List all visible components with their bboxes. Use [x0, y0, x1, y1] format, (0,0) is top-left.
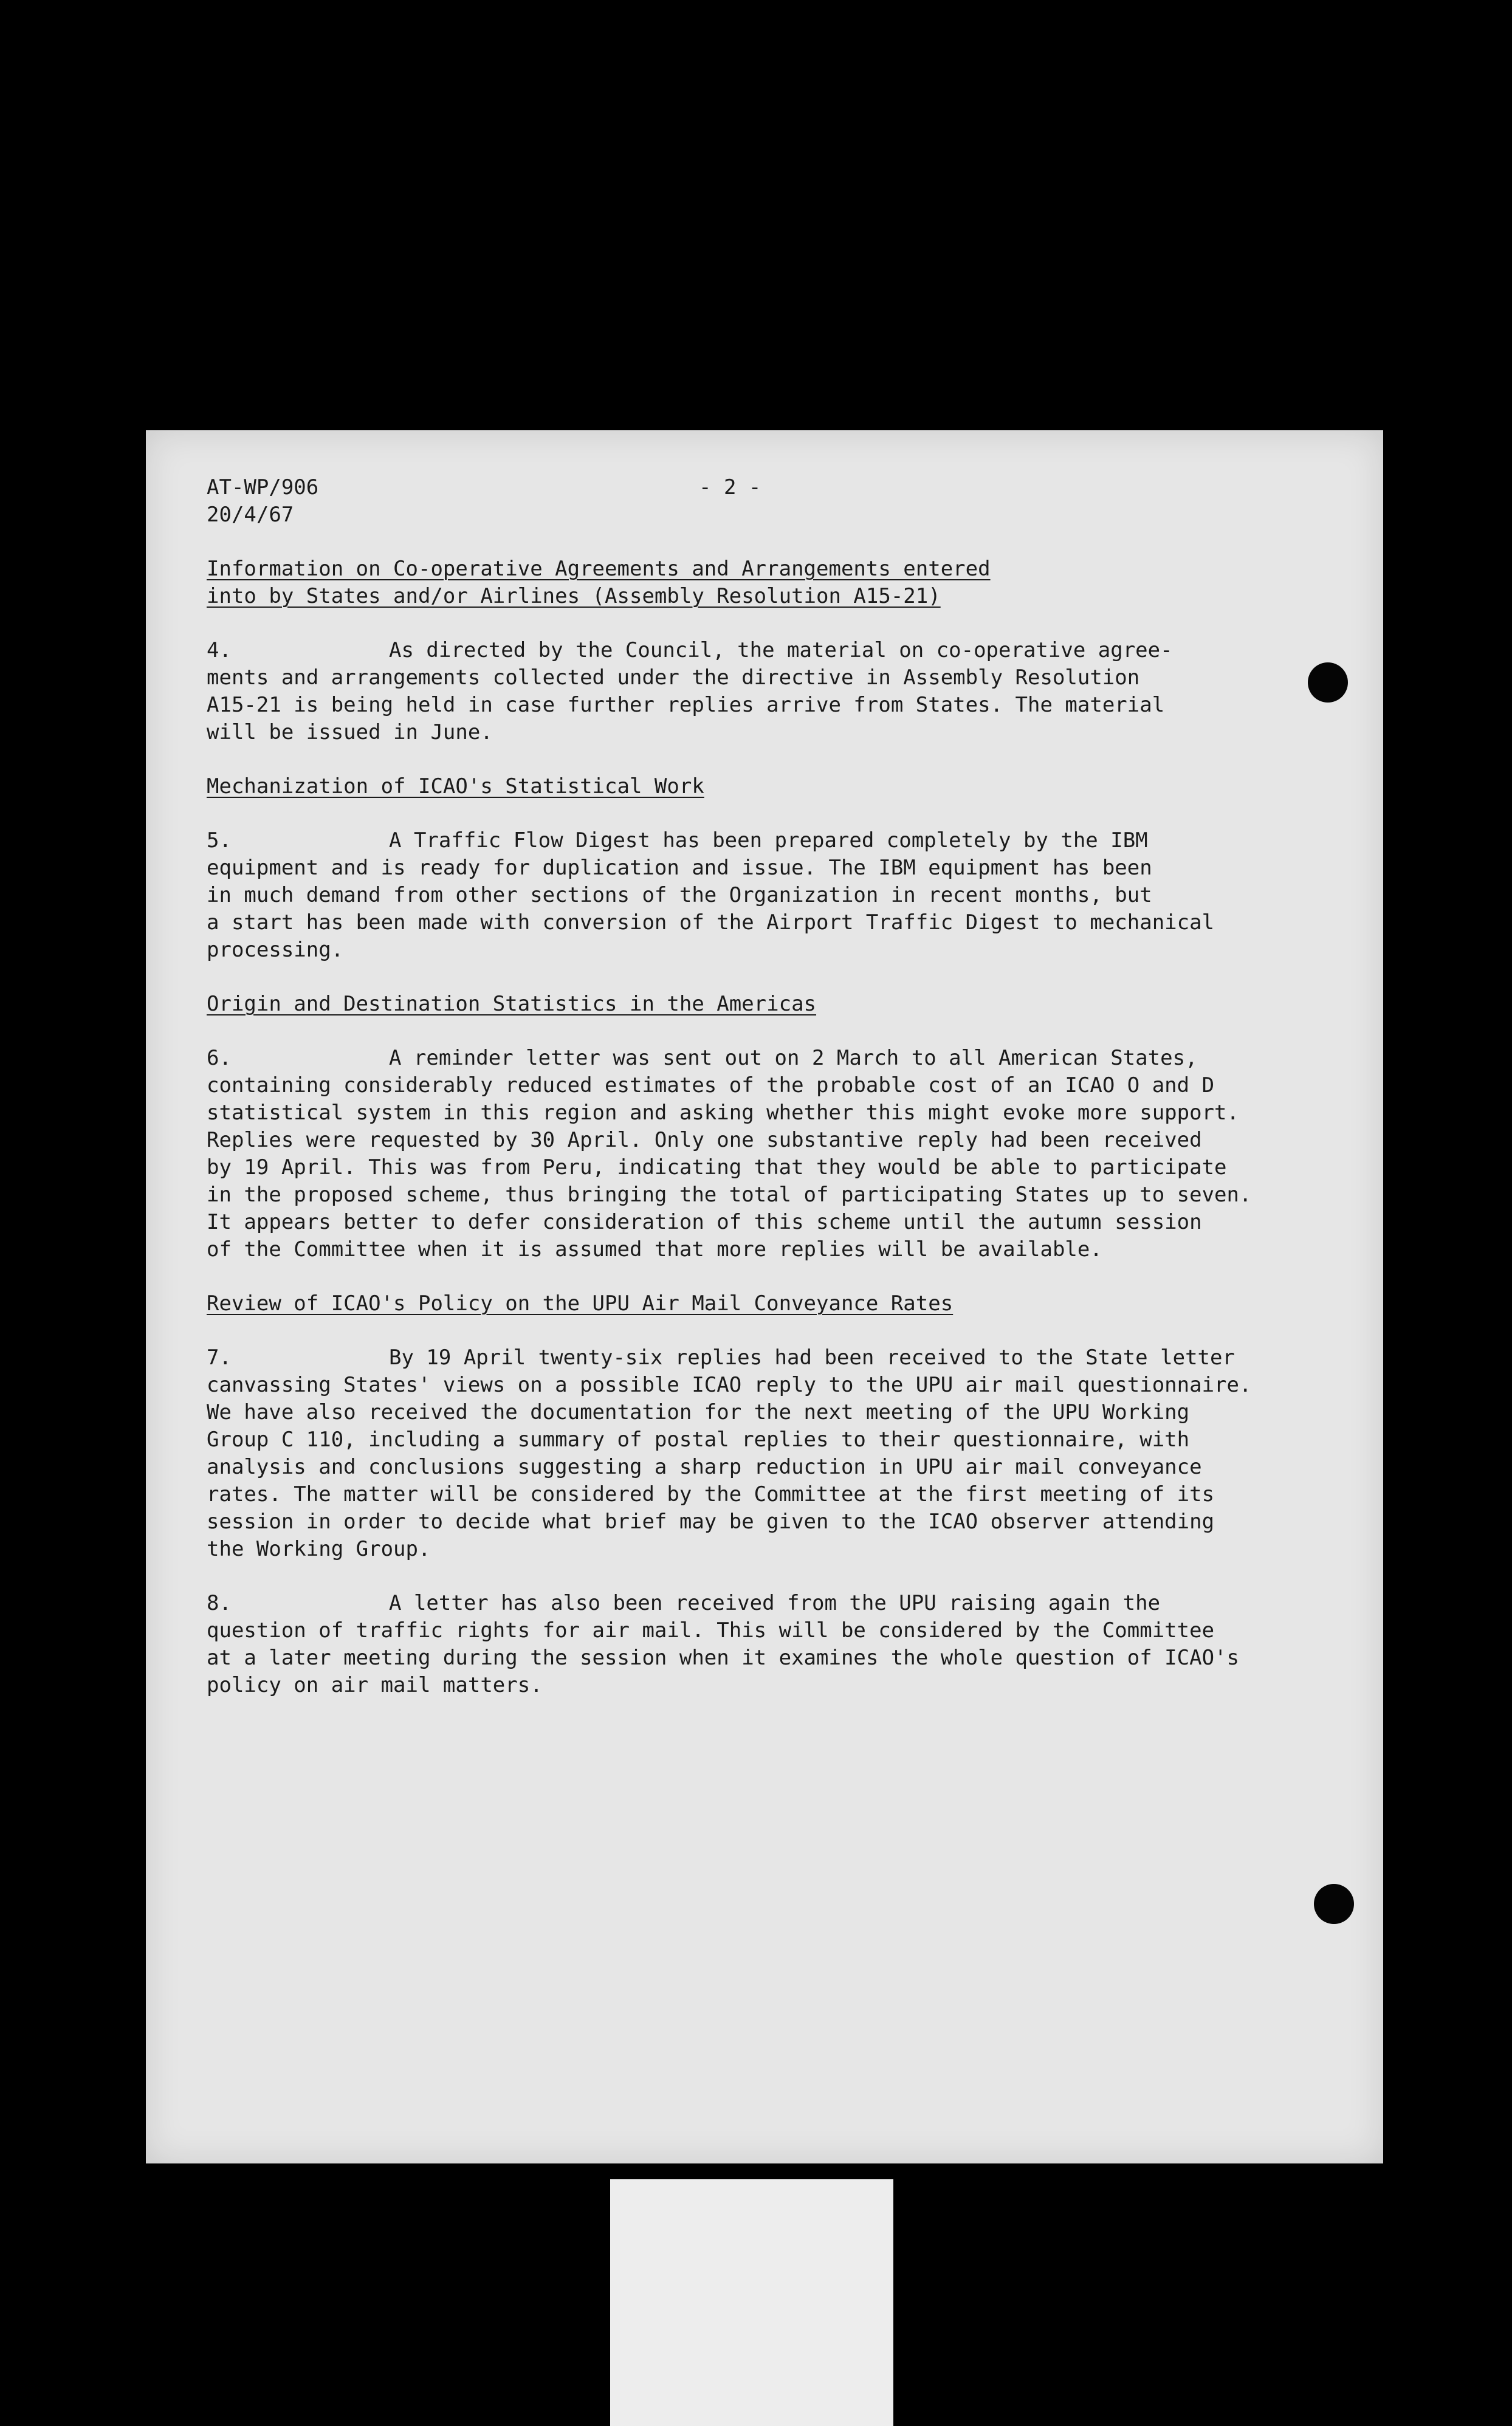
punch-hole-upper — [1308, 662, 1348, 703]
heading-line: Review of ICAO's Policy on the UPU Air Mail Conveyance Rates — [207, 1291, 954, 1316]
paragraph-line: containing considerably reduced estimates of the probable cost of an ICAO O and D — [207, 1073, 1215, 1098]
heading-line: Mechanization of ICAO's Statistical Work — [207, 774, 704, 799]
paragraph-line: the Working Group. — [207, 1537, 431, 1561]
document-date-line — [207, 501, 1337, 529]
section-heading-mechanization — [207, 773, 704, 800]
paragraph-line: in the proposed scheme, thus bringing the total of participating States up to seven. — [207, 1183, 1252, 1207]
paragraph-number: 6. — [207, 1046, 232, 1070]
paragraph-line — [207, 1045, 1337, 1072]
paragraph-text: As directed by the Council, the material on co-operative agree- — [389, 638, 1173, 662]
paragraph-text: A reminder letter was sent out on 2 March to all American States, — [389, 1046, 1198, 1070]
paragraph-line: session in order to decide what brief may be given to the ICAO observer attending — [207, 1510, 1215, 1534]
paragraph-text: By 19 April twenty-six replies had been received to the State letter — [389, 1345, 1235, 1370]
paragraph-line: in much demand from other sections of the Organization in recent months, but — [207, 883, 1152, 907]
heading-line: Origin and Destination Statistics in the Americas — [207, 992, 817, 1016]
paragraph-line: Replies were requested by 30 April. Only one substantive reply had been received — [207, 1128, 1202, 1152]
paragraph-line: a start has been made with conversion of the Airport Traffic Digest to mechanical — [207, 910, 1215, 935]
paragraph-7 — [207, 1344, 1337, 1563]
section-heading-upu-rates — [207, 1290, 953, 1318]
heading-line: into by States and/or Airlines (Assembly Resolution A15-21) — [207, 584, 941, 608]
paragraph-line — [207, 637, 1337, 664]
paragraph-4 — [207, 637, 1337, 746]
paragraph-line: of the Committee when it is assumed that more replies will be available. — [207, 1237, 1102, 1262]
paragraph-line: Group C 110, including a summary of postal replies to their questionnaire, with — [207, 1428, 1190, 1452]
section-heading-cooperative-agreements — [207, 555, 991, 610]
paragraph-line: A15-21 is being held in case further replies arrive from States. The material — [207, 693, 1165, 717]
paragraph-line: canvassing States' views on a possible ICAO reply to the UPU air mail questionnaire. — [207, 1373, 1252, 1397]
paragraph-6 — [207, 1045, 1337, 1263]
paragraph-line: rates. The matter will be considered by the Committee at the first meeting of its — [207, 1482, 1215, 1507]
paragraph-number: 5. — [207, 828, 232, 853]
paragraph-line: will be issued in June. — [207, 720, 493, 744]
paragraph-line: analysis and conclusions suggesting a sharp reduction in UPU air mail conveyance — [207, 1455, 1202, 1479]
section-heading-origin-destination — [207, 991, 816, 1018]
paragraph-line: statistical system in this region and asking whether this might evoke more support. — [207, 1101, 1239, 1125]
paragraph-line: at a later meeting during the session when it examines the whole question of ICAO's — [207, 1646, 1239, 1670]
paragraph-number: 4. — [207, 638, 232, 662]
document-reference: AT-WP/906 — [207, 475, 319, 500]
punch-hole-lower — [1314, 1884, 1354, 1924]
paragraph-line: It appears better to defer consideration of this scheme until the autumn session — [207, 1210, 1202, 1234]
paragraph-line: by 19 April. This was from Peru, indicating that they would be able to participate — [207, 1155, 1227, 1180]
paragraph-number: 7. — [207, 1345, 232, 1370]
paragraph-line: equipment and is ready for duplication and issue. The IBM equipment has been — [207, 856, 1152, 880]
paragraph-line: question of traffic rights for air mail. This will be considered by the Committee — [207, 1618, 1215, 1643]
paragraph-text: A Traffic Flow Digest has been prepared completely by the IBM — [389, 828, 1148, 853]
paragraph-line: policy on air mail matters. — [207, 1673, 543, 1697]
paragraph-line: We have also received the documentation for the next meeting of the UPU Working — [207, 1400, 1190, 1424]
paragraph-line — [207, 827, 1337, 854]
paragraph-line — [207, 1590, 1337, 1617]
document-date: 20/4/67 — [207, 503, 294, 527]
document-page — [146, 430, 1383, 2163]
paragraph-number: 8. — [207, 1591, 232, 1615]
heading-line: Information on Co-operative Agreements and Arrangements entered — [207, 557, 991, 581]
paragraph-line — [207, 1344, 1337, 1372]
paragraph-5 — [207, 827, 1337, 964]
blank-target-card — [610, 2179, 893, 2426]
paragraph-line: ments and arrangements collected under the directive in Assembly Resolution — [207, 665, 1140, 690]
page-number: - 2 - — [699, 475, 761, 500]
paragraph-gap — [207, 1563, 1337, 1590]
paragraph-8 — [207, 1590, 1337, 1699]
paragraph-text: A letter has also been received from the UPU raising again the — [389, 1591, 1161, 1615]
paragraph-line: processing. — [207, 938, 344, 962]
document-content — [207, 474, 1337, 1699]
document-header — [207, 474, 1337, 501]
